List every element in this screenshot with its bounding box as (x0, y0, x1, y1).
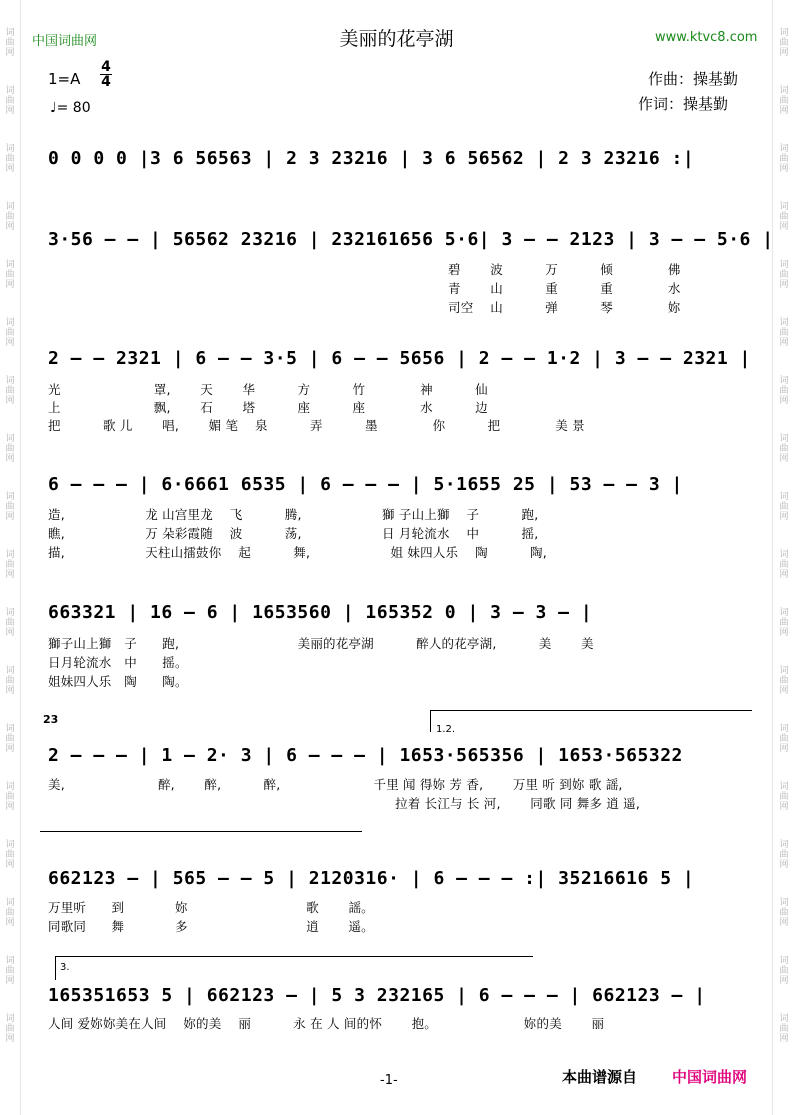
notation-line-6: 2 — — — | 1 — 2· 3 | 6 — — — | 1653·565356 | 1653·565322 (48, 745, 683, 766)
volta-1-2-bracket (430, 710, 752, 711)
watermark-glyph: 词 (779, 898, 789, 908)
watermark-glyph: 词 (5, 434, 15, 444)
watermark-glyph: 网 (779, 802, 789, 812)
right-margin-line (772, 0, 773, 1115)
volta-3-bracket (55, 956, 533, 957)
watermark-glyph: 网 (779, 164, 789, 174)
watermark-glyph: 曲 (5, 502, 15, 512)
watermark-glyph: 网 (5, 860, 15, 870)
watermark-glyph: 曲 (5, 154, 15, 164)
watermark-glyph: 词 (5, 1014, 15, 1024)
watermark-glyph: 网 (779, 744, 789, 754)
watermark-glyph: 词 (5, 492, 15, 502)
watermark-glyph: 曲 (5, 850, 15, 860)
composer-credit: 作曲：操基勤 (648, 70, 739, 88)
page-title: 美丽的花亭湖 (339, 28, 454, 50)
left-margin-line (20, 0, 21, 1115)
watermark-glyph: 词 (5, 608, 15, 618)
watermark-glyph: 词 (779, 608, 789, 618)
watermark-glyph: 曲 (5, 792, 15, 802)
watermark-glyph: 曲 (779, 270, 789, 280)
watermark-glyph: 曲 (5, 966, 15, 976)
watermark-glyph: 曲 (5, 212, 15, 222)
watermark-glyph: 曲 (779, 212, 789, 222)
watermark-glyph: 网 (779, 280, 789, 290)
watermark-glyph: 词 (5, 376, 15, 386)
lyric-line-5-1: 獅子山上獅 子 跑, 美丽的花亭湖 醉人的花亭湖, 美 美 (48, 636, 594, 651)
site-url: www.ktvc8.com (655, 30, 758, 45)
watermark-glyph: 词 (779, 840, 789, 850)
watermark-glyph: 词 (779, 434, 789, 444)
lyric-line-2-3: 司空 山 弹 琴 妳 (448, 300, 681, 315)
watermark-glyph: 网 (5, 628, 15, 638)
watermark-glyph: 词 (779, 782, 789, 792)
watermark-glyph: 曲 (5, 270, 15, 280)
lyric-line-7-2: 同歌同 舞 多 逍 遥。 (48, 919, 374, 934)
watermark-glyph: 网 (779, 570, 789, 580)
watermark-glyph: 词 (5, 318, 15, 328)
watermark-glyph: 曲 (779, 386, 789, 396)
watermark-glyph: 词 (5, 956, 15, 966)
page-number: -1- (380, 1073, 398, 1088)
watermark-glyph: 曲 (779, 38, 789, 48)
watermark-glyph: 网 (779, 976, 789, 986)
watermark-glyph: 曲 (5, 676, 15, 686)
right-watermark-column (775, 0, 793, 1115)
time-sig-bottom: 4 (101, 74, 111, 90)
watermark-glyph: 词 (779, 86, 789, 96)
watermark-glyph: 曲 (779, 734, 789, 744)
watermark-glyph: 网 (5, 222, 15, 232)
watermark-glyph: 曲 (5, 96, 15, 106)
watermark-glyph: 曲 (5, 618, 15, 628)
watermark-glyph: 网 (5, 48, 15, 58)
watermark-glyph: 曲 (5, 734, 15, 744)
watermark-glyph: 词 (5, 666, 15, 676)
watermark-glyph: 曲 (779, 676, 789, 686)
lyric-line-7-1: 万里听 到 妳 歌 謡。 (48, 900, 374, 915)
watermark-glyph: 词 (779, 202, 789, 212)
tempo-value: = 80 (56, 100, 91, 116)
key-signature: 1=A (48, 70, 81, 88)
watermark-glyph: 词 (5, 724, 15, 734)
volta-3-hook (55, 956, 56, 980)
watermark-glyph: 网 (5, 744, 15, 754)
site-name-left: 中国词曲网 (32, 34, 98, 49)
time-sig-top: 4 (101, 59, 111, 75)
watermark-glyph: 曲 (779, 908, 789, 918)
lyric-line-4-3: 描, 天柱山擂鼓你 起 舞, 姐 妹四人乐 陶 陶, (48, 545, 547, 560)
lyric-line-6-2: 拉着 长江与 长 河, 同歌 同 舞多 逍 遥, (48, 796, 641, 811)
lyric-line-2-1: 碧 波 万 倾 佛 (448, 262, 681, 277)
volta-continuation-line (40, 831, 362, 832)
watermark-glyph: 网 (5, 802, 15, 812)
watermark-glyph: 词 (5, 550, 15, 560)
watermark-glyph: 曲 (779, 792, 789, 802)
notation-line-1: 0 0 0 0 |3 6 56563 | 2 3 23216 | 3 6 56562 | 2 3 23216 :| (48, 148, 695, 169)
watermark-glyph: 曲 (779, 618, 789, 628)
watermark-glyph: 词 (779, 724, 789, 734)
lyric-line-5-2: 日月轮流水 中 摇。 (48, 655, 188, 670)
watermark-glyph: 曲 (779, 850, 789, 860)
watermark-glyph: 词 (779, 492, 789, 502)
quarter-note-icon: ♩ (50, 100, 57, 116)
watermark-glyph: 词 (779, 1014, 789, 1024)
watermark-glyph: 词 (779, 260, 789, 270)
tempo-marking (50, 100, 91, 116)
notation-line-2: 3·56 — — | 56562 23216 | 232161656 5·6| 3 — — 2123 | 3 — — 5·6 | (48, 229, 774, 250)
watermark-glyph: 词 (779, 318, 789, 328)
notation-line-8: 165351653 5 | 662123 — | 5 3 232165 | 6 — — — | 662123 — | (48, 985, 706, 1006)
watermark-glyph: 网 (5, 106, 15, 116)
watermark-glyph: 网 (779, 1034, 789, 1044)
watermark-glyph: 网 (779, 48, 789, 58)
watermark-glyph: 网 (779, 860, 789, 870)
watermark-glyph: 词 (5, 28, 15, 38)
watermark-glyph: 网 (5, 454, 15, 464)
source-label: 本曲谱源自 (562, 1068, 638, 1086)
watermark-glyph: 网 (779, 454, 789, 464)
lyric-line-3-2: 上 飘, 石 塔 座 座 水 边 (48, 400, 488, 415)
watermark-glyph: 网 (779, 512, 789, 522)
watermark-glyph: 曲 (779, 560, 789, 570)
watermark-glyph: 网 (5, 396, 15, 406)
watermark-glyph: 网 (5, 570, 15, 580)
watermark-glyph: 词 (5, 840, 15, 850)
watermark-glyph: 曲 (5, 560, 15, 570)
lyric-line-3-3: 把 歌 儿 唱, 媚 笔 泉 弄 墨 你 把 美 景 (48, 418, 585, 433)
left-watermark-column (1, 0, 19, 1115)
watermark-glyph: 网 (5, 280, 15, 290)
watermark-glyph: 曲 (779, 966, 789, 976)
watermark-glyph: 词 (5, 144, 15, 154)
watermark-glyph: 网 (779, 918, 789, 928)
watermark-glyph: 曲 (779, 328, 789, 338)
watermark-glyph: 网 (5, 164, 15, 174)
lyric-line-2-2: 青 山 重 重 水 (448, 281, 681, 296)
watermark-glyph: 网 (5, 512, 15, 522)
watermark-glyph: 网 (779, 106, 789, 116)
watermark-glyph: 曲 (779, 444, 789, 454)
watermark-glyph: 网 (779, 338, 789, 348)
watermark-glyph: 网 (779, 396, 789, 406)
watermark-glyph: 词 (5, 782, 15, 792)
watermark-glyph: 曲 (779, 154, 789, 164)
watermark-glyph: 词 (779, 376, 789, 386)
watermark-glyph: 网 (779, 222, 789, 232)
watermark-glyph: 词 (5, 86, 15, 96)
source-brand: 中国词曲网 (672, 1068, 748, 1086)
watermark-glyph: 词 (5, 202, 15, 212)
lyric-line-4-1: 造, 龙 山宫里龙 飞 腾, 獅 子山上獅 子 跑, (48, 507, 539, 522)
watermark-glyph: 网 (5, 686, 15, 696)
watermark-glyph: 曲 (5, 328, 15, 338)
volta-3-label: 3. (60, 962, 70, 973)
lyric-line-3-1: 光 罩, 天 华 方 竹 神 仙 (48, 382, 488, 397)
watermark-glyph: 曲 (5, 386, 15, 396)
watermark-glyph: 网 (779, 686, 789, 696)
volta-1-2-hook (430, 710, 431, 732)
watermark-glyph: 曲 (779, 96, 789, 106)
grace-notes: 23 (43, 713, 59, 726)
watermark-glyph: 词 (779, 28, 789, 38)
watermark-glyph: 网 (5, 1034, 15, 1044)
watermark-glyph: 词 (779, 550, 789, 560)
notation-line-4: 6 — — — | 6·6661 6535 | 6 — — — | 5·1655 25 | 53 — — 3 | (48, 474, 683, 495)
watermark-glyph: 曲 (5, 1024, 15, 1034)
watermark-glyph: 词 (5, 898, 15, 908)
notation-line-5: 663321 | 16 — 6 | 1653560 | 165352 0 | 3 — 3 — | (48, 602, 593, 623)
notation-line-3: 2 — — 2321 | 6 — — 3·5 | 6 — — 5656 | 2 — — 1·2 | 3 — — 2321 | (48, 348, 751, 369)
time-signature (100, 60, 112, 89)
watermark-glyph: 曲 (5, 908, 15, 918)
watermark-glyph: 网 (5, 918, 15, 928)
watermark-glyph: 网 (5, 976, 15, 986)
watermark-glyph: 词 (5, 260, 15, 270)
lyric-line-8-1: 人间 爱妳妳美在人间 妳的美 丽 永 在 人 间的怀 抱。 妳的美 丽 (48, 1016, 605, 1031)
volta-1-2-label: 1.2. (436, 724, 456, 735)
lyric-line-4-2: 瞧, 万 朵彩霞随 波 荡, 日 月轮流水 中 摇, (48, 526, 539, 541)
watermark-glyph: 曲 (779, 1024, 789, 1034)
watermark-glyph: 网 (5, 338, 15, 348)
watermark-glyph: 词 (779, 144, 789, 154)
watermark-glyph: 曲 (779, 502, 789, 512)
watermark-glyph: 网 (779, 628, 789, 638)
lyric-line-5-3: 姐妹四人乐 陶 陶。 (48, 674, 188, 689)
watermark-glyph: 曲 (5, 444, 15, 454)
lyric-line-6-1: 美, 醉, 醉, 醉, 千里 闻 得妳 芳 香, 万里 听 到妳 歌 謡, (48, 777, 623, 792)
watermark-glyph: 词 (779, 956, 789, 966)
notation-line-7: 662123 — | 565 — — 5 | 2120316· | 6 — — — :| 35216616 5 | (48, 868, 695, 889)
watermark-glyph: 词 (779, 666, 789, 676)
lyricist-credit: 作词：操基勤 (638, 95, 729, 113)
watermark-glyph: 曲 (5, 38, 15, 48)
